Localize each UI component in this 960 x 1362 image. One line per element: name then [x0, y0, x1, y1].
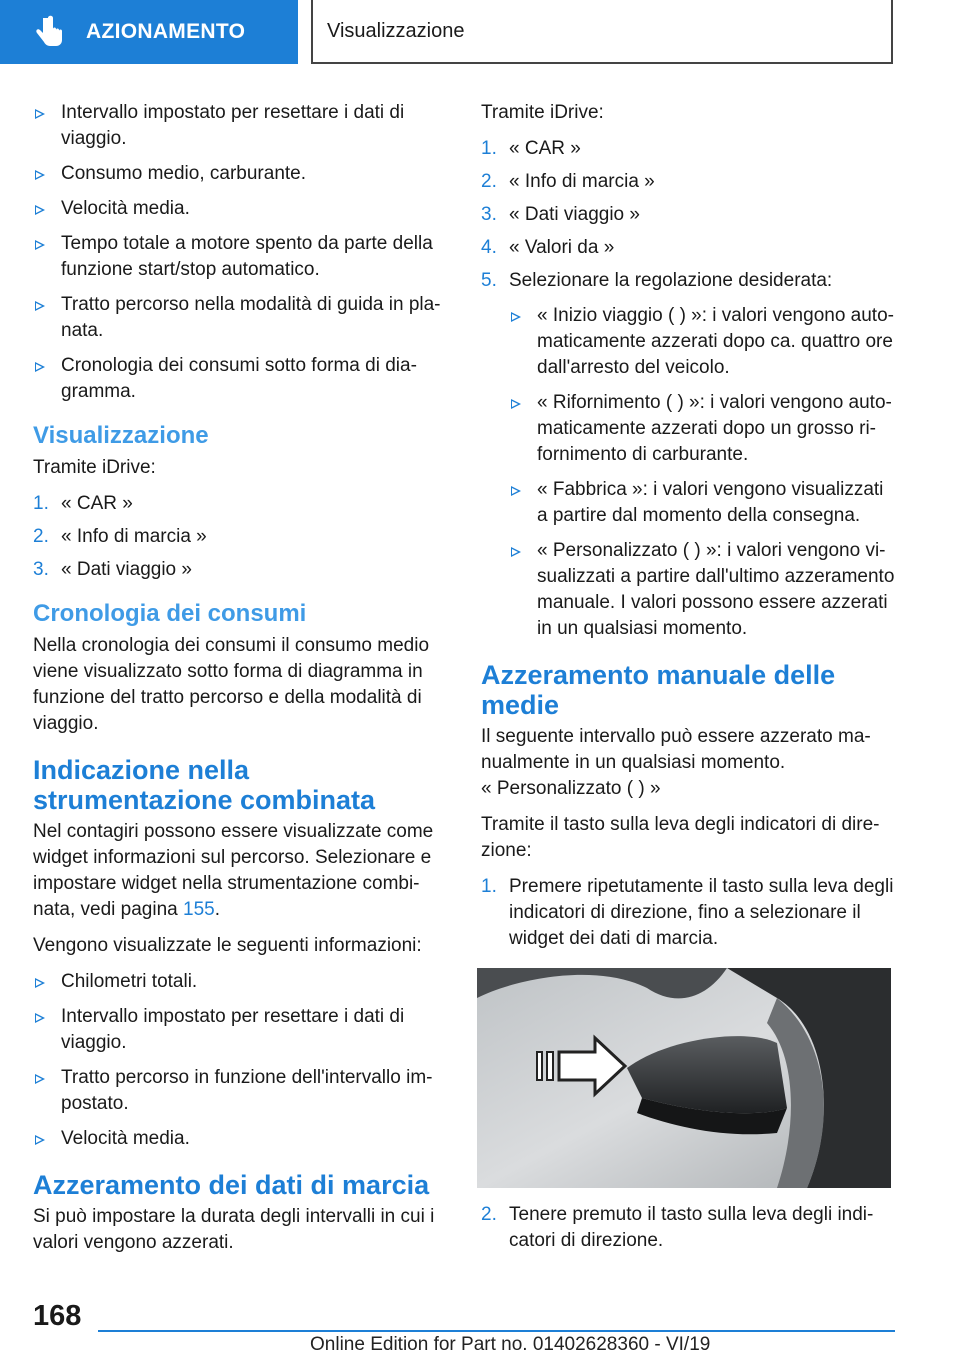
heading-indicazione: Indicazione nella strumentazione combinata: [33, 755, 376, 815]
step-item: [33, 491, 445, 517]
section-title: AZIONAMENTO: [86, 20, 246, 43]
option-item: « Fabbrica »: i valori vengono visualizzati a partire dal momento della consegna.: [509, 477, 897, 529]
step-text: « CAR »: [509, 138, 581, 159]
steps-list: [481, 1202, 897, 1254]
option-item: « Inizio viaggio ( ) »: i valori vengono auto-maticamente azzerati dopo ca. quattro ore dall'arresto del veicolo.: [509, 303, 897, 381]
paragraph: Si può impostare la durata degli intervalli in cui i valori vengono azzerati.: [33, 1206, 435, 1253]
steps-list: [33, 491, 445, 583]
step-text: « Valori da »: [509, 237, 615, 258]
step-text: Selezionare la regolazione desiderata:: [509, 270, 833, 291]
paragraph: « Personalizzato ( ) »: [481, 778, 661, 799]
option-item: « Rifornimento ( ) »: i valori vengono auto-maticamente azzerati dopo un grosso ri-fornimento di carburante.: [509, 390, 897, 468]
step-number: 1.: [481, 876, 497, 897]
step-text: « Info di marcia »: [61, 526, 207, 547]
step-text: « Dati viaggio »: [61, 559, 192, 580]
step-item: [33, 524, 445, 550]
step-number: 2.: [481, 171, 497, 192]
steps-list: [481, 874, 897, 952]
info-list: [33, 969, 445, 1152]
step-number: 2.: [33, 526, 49, 547]
page-link[interactable]: 155: [183, 899, 215, 920]
step-text: « Info di marcia »: [509, 171, 655, 192]
turn-signal-lever-photo: [477, 968, 891, 1188]
step-text: « Dati viaggio »: [509, 204, 640, 225]
option-item: « Personalizzato ( ) »: i valori vengono vi-sualizzati a partire dall'ultimo azzeramento manuale. I valori possono essere azzerati in un qualsiasi momento.: [509, 538, 897, 642]
step-item: [481, 136, 897, 162]
paragraph: Vengono visualizzate le seguenti informazioni:: [33, 935, 422, 956]
list-item: Intervallo impostato per resettare i dati di viaggio.: [33, 1004, 445, 1056]
right-column: [481, 100, 897, 1261]
list-item: Tempo totale a motore spento da parte della funzione start/stop automatico.: [33, 231, 445, 283]
step-number: 2.: [481, 1204, 497, 1225]
step-number: 3.: [33, 559, 49, 580]
step-item: [481, 1202, 897, 1254]
page-number: 168: [33, 1300, 82, 1332]
paragraph: Il seguente intervallo può essere azzerato ma-nualmente in un qualsiasi momento.: [481, 726, 871, 773]
step-number: 4.: [481, 237, 497, 258]
chapter-header: [311, 0, 893, 64]
list-item: Cronologia dei consumi sotto forma di dia-gramma.: [33, 353, 445, 405]
step-item: [481, 202, 897, 228]
list-item: Velocità media.: [33, 1126, 445, 1152]
step-number: 5.: [481, 270, 497, 291]
step-number: 1.: [481, 138, 497, 159]
step-text: Tenere premuto il tasto sulla leva degli indi-catori di direzione.: [509, 1204, 874, 1251]
paragraph: Tramite iDrive:: [481, 102, 604, 123]
paragraph: Tramite iDrive:: [33, 457, 156, 478]
heading-azzeramento-manuale: Azzeramento manuale delle medie: [481, 660, 836, 720]
footer-divider: [98, 1330, 895, 1332]
hand-pointer-icon: [34, 15, 64, 49]
list-item: Tratto percorso nella modalità di guida in pla-nata.: [33, 292, 445, 344]
chapter-title: Visualizzazione: [327, 19, 465, 42]
options-list: [509, 303, 897, 642]
step-text: Premere ripetutamente il tasto sulla leva degli indicatori di direzione, fino a selezionare il widget dei dati di marcia.: [509, 876, 894, 949]
data-list-top: [33, 100, 445, 405]
steps-list: [481, 136, 897, 642]
paragraph-end: .: [214, 899, 220, 920]
heading-visualizzazione: Visualizzazione: [33, 422, 209, 449]
step-number: 1.: [33, 493, 49, 514]
footer-edition: Online Edition for Part no. 01402628360 - VI/19: [310, 1334, 711, 1355]
step-number: 3.: [481, 204, 497, 225]
list-item: Velocità media.: [33, 196, 445, 222]
left-column: [33, 100, 445, 1266]
step-item: [481, 874, 897, 952]
heading-cronologia: Cronologia dei consumi: [33, 600, 307, 627]
list-item: Chilometri totali.: [33, 969, 445, 995]
paragraph: Nella cronologia dei consumi il consumo medio viene visualizzato sotto forma di diagramma in funzione del tratto percorso e della modalità di viaggio.: [33, 635, 430, 734]
step-text: « CAR »: [61, 493, 133, 514]
section-tab[interactable]: [0, 0, 298, 64]
paragraph: [33, 819, 445, 923]
paragraph: Tramite il tasto sulla leva degli indicatori di dire-zione:: [481, 814, 880, 861]
step-item: [481, 169, 897, 195]
paragraph-text: Nel contagiri possono essere visualizzate come widget informazioni sul percorso. Selezionare e impostare widget nella strumentazione combi-nata, vedi pagina: [33, 821, 434, 920]
heading-azzeramento: Azzeramento dei dati di marcia: [33, 1170, 430, 1200]
step-item: [481, 268, 897, 642]
list-item: Intervallo impostato per resettare i dati di viaggio.: [33, 100, 445, 152]
list-item: Consumo medio, carburante.: [33, 161, 445, 187]
step-item: [481, 235, 897, 261]
list-item: Tratto percorso in funzione dell'intervallo im-postato.: [33, 1065, 445, 1117]
step-item: [33, 557, 445, 583]
